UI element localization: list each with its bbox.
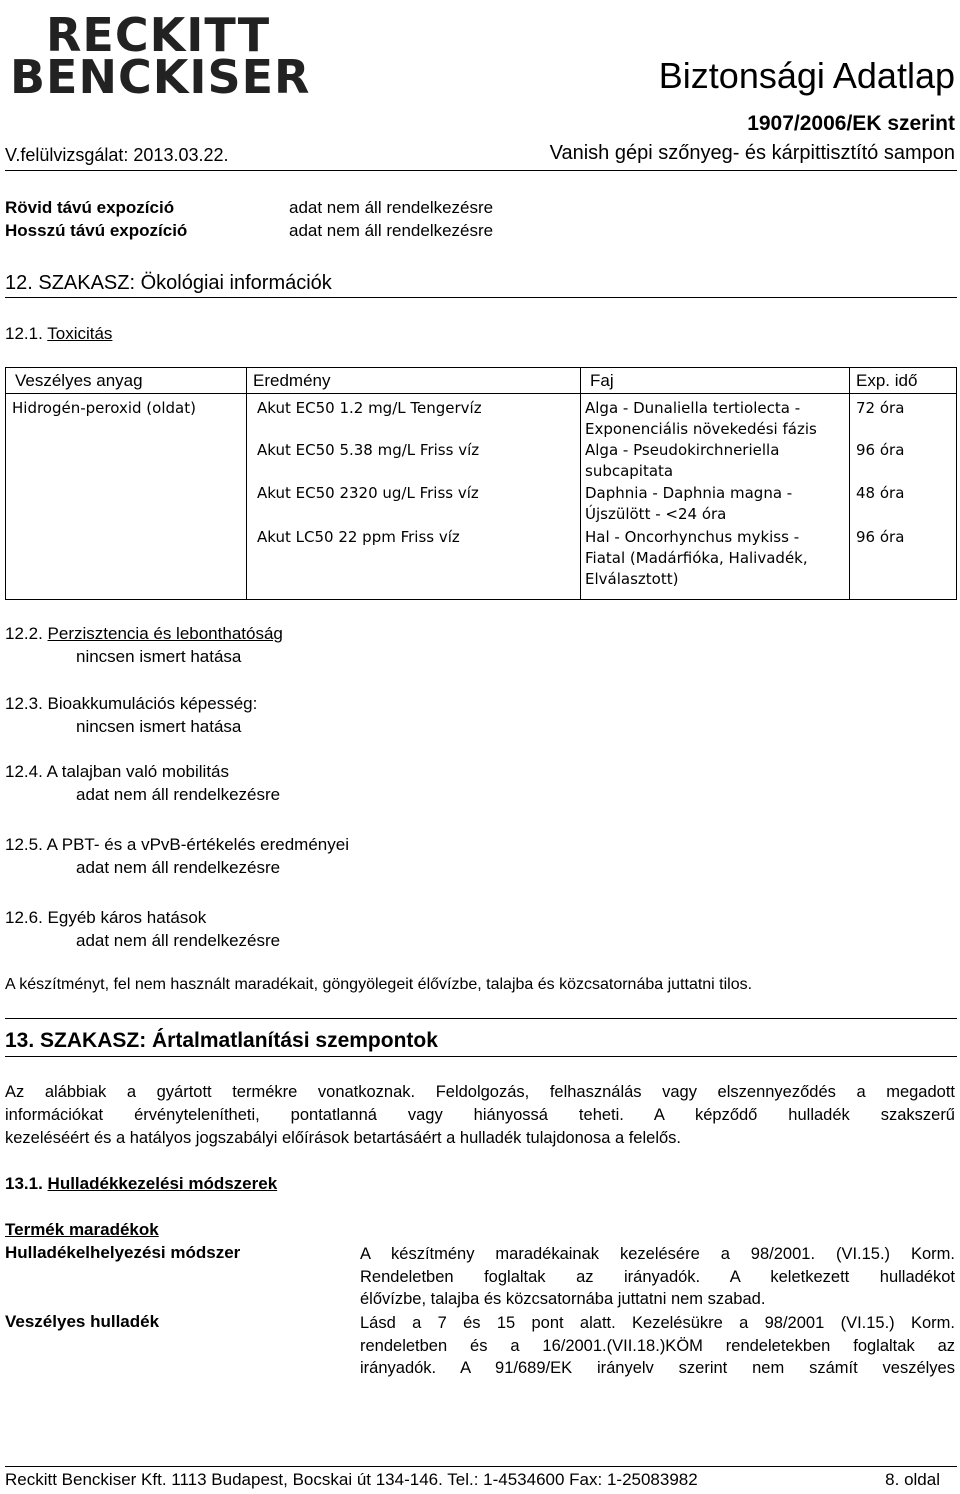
time-cell: 72 óra <box>856 399 905 417</box>
long-exposure-value: adat nem áll rendelkezésre <box>289 221 494 240</box>
section-number: 12.3. <box>5 694 43 713</box>
column-divider <box>580 368 581 599</box>
section-title: Bioakkumulációs képesség: <box>47 694 258 713</box>
disposal-method-text <box>360 1243 955 1311</box>
section-12-divider <box>5 297 957 298</box>
section-title: Egyéb káros hatások <box>47 908 207 927</box>
text-line: irányadók. A 91/689/EK irányelv szerint nem számít veszélyes <box>360 1359 955 1378</box>
table-header <box>6 368 956 394</box>
hazardous-waste-text <box>360 1312 955 1380</box>
species-cell <box>585 398 817 440</box>
text-line: A készítmény maradékainak kezelésére a 98/2001. (VI.15.) Korm. <box>360 1245 955 1263</box>
page-number: 8. oldal <box>885 1470 940 1489</box>
section-13-divider <box>5 1056 957 1057</box>
short-exposure-label: Rövid távú expozíció <box>5 198 175 217</box>
section-title: A talajban való mobilitás <box>46 762 229 781</box>
section-12-title: 12. SZAKASZ: Ökológiai információk <box>5 272 332 294</box>
section-number: 12.4. <box>5 762 43 781</box>
section-12-1-number: 12.1. <box>5 324 43 343</box>
result-cell: Akut EC50 1.2 mg/L Tengervíz <box>257 399 482 417</box>
disposal-method-label: Hulladékelhelyezési módszer <box>5 1243 241 1262</box>
short-exposure-value: adat nem áll rendelkezésre <box>289 198 494 217</box>
section-12-3-heading <box>5 694 257 714</box>
text-line: élővízbe, talajba és közcsatornába juttatni nem szabad. <box>360 1290 766 1309</box>
species-line: subcapitata <box>585 462 674 480</box>
section-12-5-value: adat nem áll rendelkezésre <box>76 858 281 877</box>
section-13-intro <box>5 1081 955 1150</box>
document-title: Biztonsági Adatlap <box>658 55 955 96</box>
text-line: Lásd a 7 és 15 pont alatt. Kezelésükre a 98/2001 (VI.15.) Korm. <box>360 1314 955 1332</box>
substance-name: Hidrogén-peroxid (oldat) <box>12 399 196 417</box>
section-12-4-value: adat nem áll rendelkezésre <box>76 785 281 804</box>
footer-address: Reckitt Benckiser Kft. 1113 Budapest, Bocskai út 134-146. Tel.: 1-4534600 Fax: 1-25083982 <box>5 1470 698 1489</box>
species-line: Elválasztott) <box>585 570 679 588</box>
residue-heading: Termék maradékok <box>5 1220 159 1239</box>
column-divider <box>246 368 247 599</box>
section-13-1-heading <box>5 1174 277 1194</box>
long-exposure-label: Hosszú távú expozíció <box>5 221 188 240</box>
intro-line: kezeléséért és a hatályos jogszabályi előírások betartásáért a hulladék tulajdonosa a felelős. <box>5 1129 681 1147</box>
header-species: Faj <box>590 371 614 390</box>
section-number: 12.5. <box>5 835 43 854</box>
species-line: Daphnia - Daphnia magna - <box>585 484 793 502</box>
footer-divider <box>5 1466 957 1467</box>
section-title: A PBT- és a vPvB-értékelés eredményei <box>46 835 349 854</box>
section-12-1-title: Toxicitás <box>47 324 113 343</box>
section-title: Hulladékkezelési módszerek <box>47 1174 278 1193</box>
species-line: Exponenciális növekedési fázis <box>585 420 817 438</box>
intro-line: Az alábbiak a gyártott termékre vonatkoznak. Feldolgozás, felhasználás vagy elszennyeződés a megadott <box>5 1083 955 1101</box>
species-line: Alga - Pseudokirchneriella <box>585 441 780 459</box>
species-line: Hal - Oncorhynchus mykiss - <box>585 528 800 546</box>
logo-line1: RECKITT <box>46 8 271 62</box>
section-12-6-value: adat nem áll rendelkezésre <box>76 931 281 950</box>
section-13-title: 13. SZAKASZ: Ártalmatlanítási szempontok <box>5 1029 438 1052</box>
product-name: Vanish gépi szőnyeg- és kárpittisztító sampon <box>549 142 955 164</box>
toxicity-table <box>5 367 957 600</box>
section-13-top-divider <box>5 1018 957 1019</box>
species-cell <box>585 483 792 525</box>
regulation: 1907/2006/EK szerint <box>747 112 955 135</box>
section-12-3-value: nincsen ismert hatása <box>76 717 242 736</box>
time-cell: 48 óra <box>856 484 905 502</box>
hazardous-waste-label: Veszélyes hulladék <box>5 1312 160 1331</box>
species-line: Fiatal (Madárfióka, Halivadék, <box>585 549 808 567</box>
text-line: Rendeletben foglaltak az irányadók. A keletkezett hulladékot <box>360 1267 955 1286</box>
species-line: Alga - Dunaliella tertiolecta - <box>585 399 801 417</box>
section-number: 13.1. <box>5 1174 43 1193</box>
column-divider <box>849 368 850 599</box>
header-divider <box>5 170 957 171</box>
section-12-2-heading <box>5 624 283 644</box>
section-number: 12.6. <box>5 908 43 927</box>
section-12-1-heading <box>5 324 112 344</box>
section-title: Perzisztencia és lebonthatóság <box>47 624 283 643</box>
intro-line: információkat érvénytelenítheti, pontatlanná vagy hiányossá teheti. A képződő hulladék szakszerű <box>5 1106 955 1124</box>
result-cell: Akut EC50 2320 ug/L Friss víz <box>257 484 479 502</box>
text-line: rendeletben és a 16/2001.(VII.18.)KÖM rendeletekben foglaltak az <box>360 1336 955 1355</box>
section-12-4-heading <box>5 762 229 782</box>
revision-date: V.felülvizsgálat: 2013.03.22. <box>5 145 229 165</box>
result-cell: Akut EC50 5.38 mg/L Friss víz <box>257 441 480 459</box>
section-12-6-heading <box>5 908 206 928</box>
time-cell: 96 óra <box>856 528 905 546</box>
section-12-2-value: nincsen ismert hatása <box>76 647 242 666</box>
logo-line2: BENCKISER <box>10 50 311 104</box>
header-exposure-time: Exp. idő <box>856 371 918 390</box>
company-logo <box>10 8 311 104</box>
section-12-5-heading <box>5 835 349 855</box>
disposal-note: A készítményt, fel nem használt maradékait, göngyölegeit élővízbe, talajba és közcsatornába juttatni tilos. <box>5 976 753 993</box>
species-line: Újszülött - <24 óra <box>585 505 727 523</box>
species-cell <box>585 440 779 482</box>
section-number: 12.2. <box>5 624 43 643</box>
header-result: Eredmény <box>253 371 331 390</box>
species-cell <box>585 527 808 590</box>
result-cell: Akut LC50 22 ppm Friss víz <box>257 528 460 546</box>
header-substance: Veszélyes anyag <box>15 371 143 390</box>
time-cell: 96 óra <box>856 441 905 459</box>
